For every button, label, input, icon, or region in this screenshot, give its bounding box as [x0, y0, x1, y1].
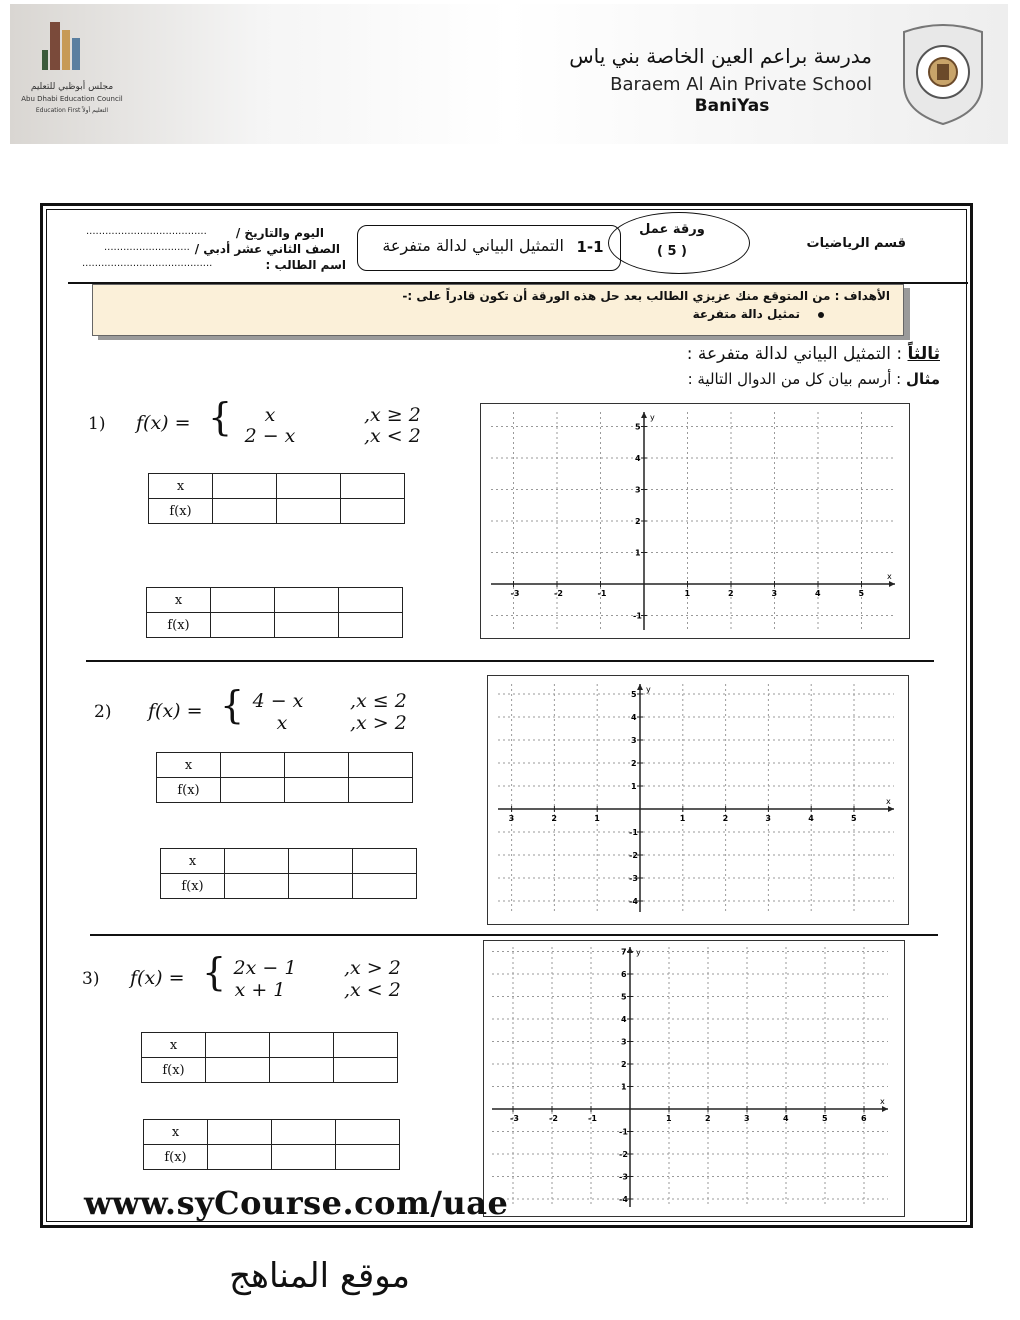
problem-2-table-b — [160, 848, 417, 899]
table-cell[interactable] — [336, 1145, 400, 1170]
x-axis-arrow — [888, 806, 894, 812]
table-fx-label: f(x) — [157, 778, 221, 803]
table-fx-label: f(x) — [149, 499, 213, 524]
y-tick-label: 5 — [635, 422, 641, 432]
x-tick-label: 1 — [666, 1114, 672, 1123]
y-tick-label: 1 — [631, 782, 637, 791]
y-tick-label: 6 — [621, 970, 627, 979]
problem-1-piece1: x — [264, 404, 276, 426]
table-fx-label: f(x) — [147, 613, 211, 638]
table-cell[interactable] — [272, 1120, 336, 1145]
problem-3-piece2: x + 1 — [234, 979, 286, 1001]
table-cell[interactable] — [289, 849, 353, 874]
y-tick-label: 5 — [621, 992, 627, 1002]
school-name-en: Baraem Al Ain Private School — [610, 74, 872, 95]
x-axis-name: x — [887, 572, 892, 581]
student-name-label: اسم الطالب : — [265, 258, 346, 272]
y-tick-label: 7 — [621, 947, 627, 957]
x-tick-label: 6 — [861, 1114, 867, 1123]
y-tick-label: -1 — [629, 828, 638, 837]
table-cell[interactable] — [225, 849, 289, 874]
x-tick-label: 4 — [783, 1114, 789, 1123]
x-tick-label: 4 — [808, 814, 814, 823]
problem-2-number: 2) — [94, 702, 112, 722]
problem-3-fx: f(x) = — [130, 967, 185, 989]
y-tick-label: 4 — [635, 454, 641, 463]
table-cell[interactable] — [206, 1033, 270, 1058]
table-x-label: x — [161, 849, 225, 874]
table-cell[interactable] — [211, 613, 275, 638]
table-cell[interactable] — [221, 778, 285, 803]
problem-1-cond2: ,x < 2 — [364, 425, 421, 447]
table-cell[interactable] — [285, 753, 349, 778]
x-tick-label: 2 — [722, 814, 729, 823]
school-name-en-2: BaniYas — [694, 96, 770, 116]
table-cell[interactable] — [270, 1058, 334, 1083]
council-tag: Education First التعليم أولاً — [35, 107, 109, 114]
x-tick-label: -2 — [554, 589, 563, 598]
table-x-label: x — [142, 1033, 206, 1058]
table-cell[interactable] — [211, 588, 275, 613]
section-heading-bold: ثالثاً — [907, 344, 940, 364]
problem-1-number: 1) — [88, 414, 106, 434]
problem-1-cond1: ,x ≥ 2 — [364, 404, 421, 426]
table-cell[interactable] — [349, 753, 413, 778]
y-tick-label: -3 — [619, 1172, 628, 1182]
problem-divider-2 — [90, 934, 938, 936]
x-tick-label: -2 — [549, 1114, 558, 1123]
x-tick-label: 2 — [705, 1114, 711, 1123]
y-tick-label: 3 — [635, 485, 641, 495]
problem-2-cond1: ,x ≤ 2 — [350, 690, 407, 712]
problem-2-piece2: x — [276, 712, 288, 734]
table-cell[interactable] — [339, 613, 403, 638]
example-bold: مثال — [905, 370, 940, 388]
x-axis-name: x — [886, 797, 891, 806]
table-cell[interactable] — [349, 778, 413, 803]
y-axis-name: y — [646, 685, 651, 694]
x-tick-label: -3 — [510, 589, 520, 598]
council-name-ar: مجلس أبوظبي للتعليم — [30, 82, 114, 92]
x-tick-label: -1 — [597, 589, 607, 598]
table-cell[interactable] — [272, 1145, 336, 1170]
school-name-ar: مدرسة براعم العين الخاصة بني ياس — [569, 44, 872, 68]
student-name-dots: ......................................... — [82, 258, 213, 269]
table-cell[interactable] — [353, 874, 417, 899]
problem-3-brace: { — [202, 950, 227, 994]
footer-site-ar: موقع المناهج — [229, 1256, 410, 1296]
y-tick-label: -2 — [619, 1150, 628, 1159]
table-cell[interactable] — [221, 753, 285, 778]
problem-1-piece2: 2 − x — [244, 425, 296, 447]
x-tick-label: 2 — [551, 814, 557, 823]
x-tick-label: 1 — [679, 814, 686, 823]
problem-3-cond2: ,x < 2 — [344, 979, 401, 1001]
x-tick-label: 3 — [771, 589, 778, 598]
table-cell[interactable] — [208, 1145, 272, 1170]
problem-1-brace: { — [208, 395, 233, 439]
x-tick-label: 5 — [822, 1114, 828, 1123]
footer-url[interactable]: www.syCourse.com/uae — [84, 1184, 509, 1222]
x-tick-label: 3 — [508, 814, 515, 823]
school-crest — [900, 24, 986, 126]
table-fx-label: f(x) — [142, 1058, 206, 1083]
y-tick-label: -1 — [633, 611, 642, 621]
table-cell[interactable] — [289, 874, 353, 899]
table-cell[interactable] — [341, 499, 405, 524]
table-cell[interactable] — [277, 474, 341, 499]
y-tick-label: 2 — [631, 759, 637, 768]
worksheet-number: ( 5 ) — [657, 244, 687, 259]
table-x-label: x — [149, 474, 213, 499]
x-tick-label: 3 — [765, 814, 771, 823]
department-label: قسم الرياضيات — [806, 236, 906, 251]
x-tick-label: 5 — [858, 589, 865, 598]
table-cell[interactable] — [206, 1058, 270, 1083]
goals-intro: الأهداف : من المتوقع منك عزيزي الطالب بعد حل هذه الورقة أن تكون قادراً على :- — [402, 289, 890, 303]
problem-2-fx: f(x) = — [148, 700, 203, 722]
y-tick-label: 1 — [635, 548, 641, 558]
table-cell[interactable] — [341, 474, 405, 499]
council-logo — [40, 20, 86, 76]
table-x-label: x — [144, 1120, 208, 1145]
problem-3-piece1: 2x − 1 — [233, 957, 297, 979]
x-tick-label: 3 — [744, 1114, 750, 1123]
y-tick-label: -4 — [629, 897, 638, 906]
table-fx-label: f(x) — [144, 1145, 208, 1170]
problem-1-table-a — [148, 473, 405, 524]
example-rest: : أرسم بيان كل من الدوال التالية : — [687, 370, 902, 388]
table-cell[interactable] — [270, 1033, 334, 1058]
x-tick-label: 4 — [815, 589, 821, 598]
problem-divider-1 — [86, 660, 934, 662]
y-axis-arrow — [637, 684, 643, 690]
y-tick-label: 1 — [621, 1082, 627, 1092]
y-tick-label: 3 — [621, 1037, 627, 1047]
x-axis-arrow — [882, 1106, 888, 1112]
worksheet-label: ورقة عمل — [639, 222, 705, 237]
x-tick-label: -3 — [510, 1114, 519, 1123]
table-cell[interactable] — [334, 1033, 398, 1058]
goals-bullet — [818, 312, 824, 318]
section-heading — [600, 344, 940, 364]
problem-1-table-b — [146, 587, 403, 638]
goals-item: تمثيل دالة متفرعة — [692, 307, 800, 321]
table-cell[interactable] — [275, 588, 339, 613]
table-cell[interactable] — [208, 1120, 272, 1145]
y-tick-label: -3 — [629, 874, 638, 883]
y-tick-label: -2 — [629, 851, 638, 860]
x-tick-label: 1 — [594, 814, 600, 823]
problem-2-piece1: 4 − x — [252, 690, 304, 712]
table-cell[interactable] — [353, 849, 417, 874]
y-tick-label: 2 — [621, 1060, 627, 1069]
lesson-number: 1-1 — [576, 238, 604, 256]
table-cell[interactable] — [225, 874, 289, 899]
council-name-en: Abu Dhabi Education Council — [21, 95, 123, 103]
x-axis-name: x — [880, 1097, 885, 1106]
grade-label: الصف الثاني عشر أدبي / — [194, 242, 340, 256]
x-axis-arrow — [889, 581, 895, 587]
y-axis-name: y — [650, 413, 655, 422]
table-x-label: x — [147, 588, 211, 613]
problem-2-cond2: ,x > 2 — [350, 712, 407, 734]
y-tick-label: -4 — [619, 1195, 628, 1204]
y-tick-label: 5 — [631, 690, 637, 699]
x-tick-label: 1 — [684, 589, 691, 598]
table-cell[interactable] — [336, 1120, 400, 1145]
problem-1-fx: f(x) = — [136, 412, 191, 434]
grade-dots: ........................... — [104, 242, 190, 253]
date-label: اليوم والتاريخ / — [235, 226, 324, 240]
problem-3-table-b — [143, 1119, 400, 1170]
x-tick-label: 5 — [851, 814, 857, 823]
section-heading-rest: : التمثيل البياني لدالة متفرعة : — [686, 344, 903, 364]
table-cell[interactable] — [285, 778, 349, 803]
table-cell[interactable] — [213, 474, 277, 499]
problem-2-table-a — [156, 752, 413, 803]
y-tick-label: 4 — [621, 1015, 627, 1024]
problem-2-brace: { — [220, 683, 245, 727]
problem-3-table-a — [141, 1032, 398, 1083]
graph-3[interactable] — [483, 940, 905, 1217]
graph-1[interactable] — [480, 403, 910, 639]
y-axis-arrow — [641, 412, 647, 418]
y-tick-label: -1 — [619, 1127, 628, 1137]
y-axis-name: y — [636, 948, 641, 957]
y-tick-label: 3 — [631, 736, 637, 745]
y-tick-label: 2 — [635, 517, 641, 526]
problem-3-number: 3) — [82, 969, 100, 989]
table-fx-label: f(x) — [161, 874, 225, 899]
table-cell[interactable] — [277, 499, 341, 524]
graph-2[interactable] — [487, 675, 909, 925]
table-cell[interactable] — [275, 613, 339, 638]
date-dots: ...................................... — [86, 226, 207, 237]
table-x-label: x — [157, 753, 221, 778]
x-tick-label: -1 — [588, 1114, 597, 1123]
problem-3-cond1: ,x > 2 — [344, 957, 401, 979]
x-tick-label: 2 — [728, 589, 734, 598]
table-cell[interactable] — [339, 588, 403, 613]
y-tick-label: 4 — [631, 713, 637, 722]
lesson-title: التمثيل البياني لدالة متفرعة — [382, 236, 564, 255]
y-axis-arrow — [627, 947, 633, 953]
table-cell[interactable] — [213, 499, 277, 524]
example-line — [600, 370, 940, 388]
table-cell[interactable] — [334, 1058, 398, 1083]
